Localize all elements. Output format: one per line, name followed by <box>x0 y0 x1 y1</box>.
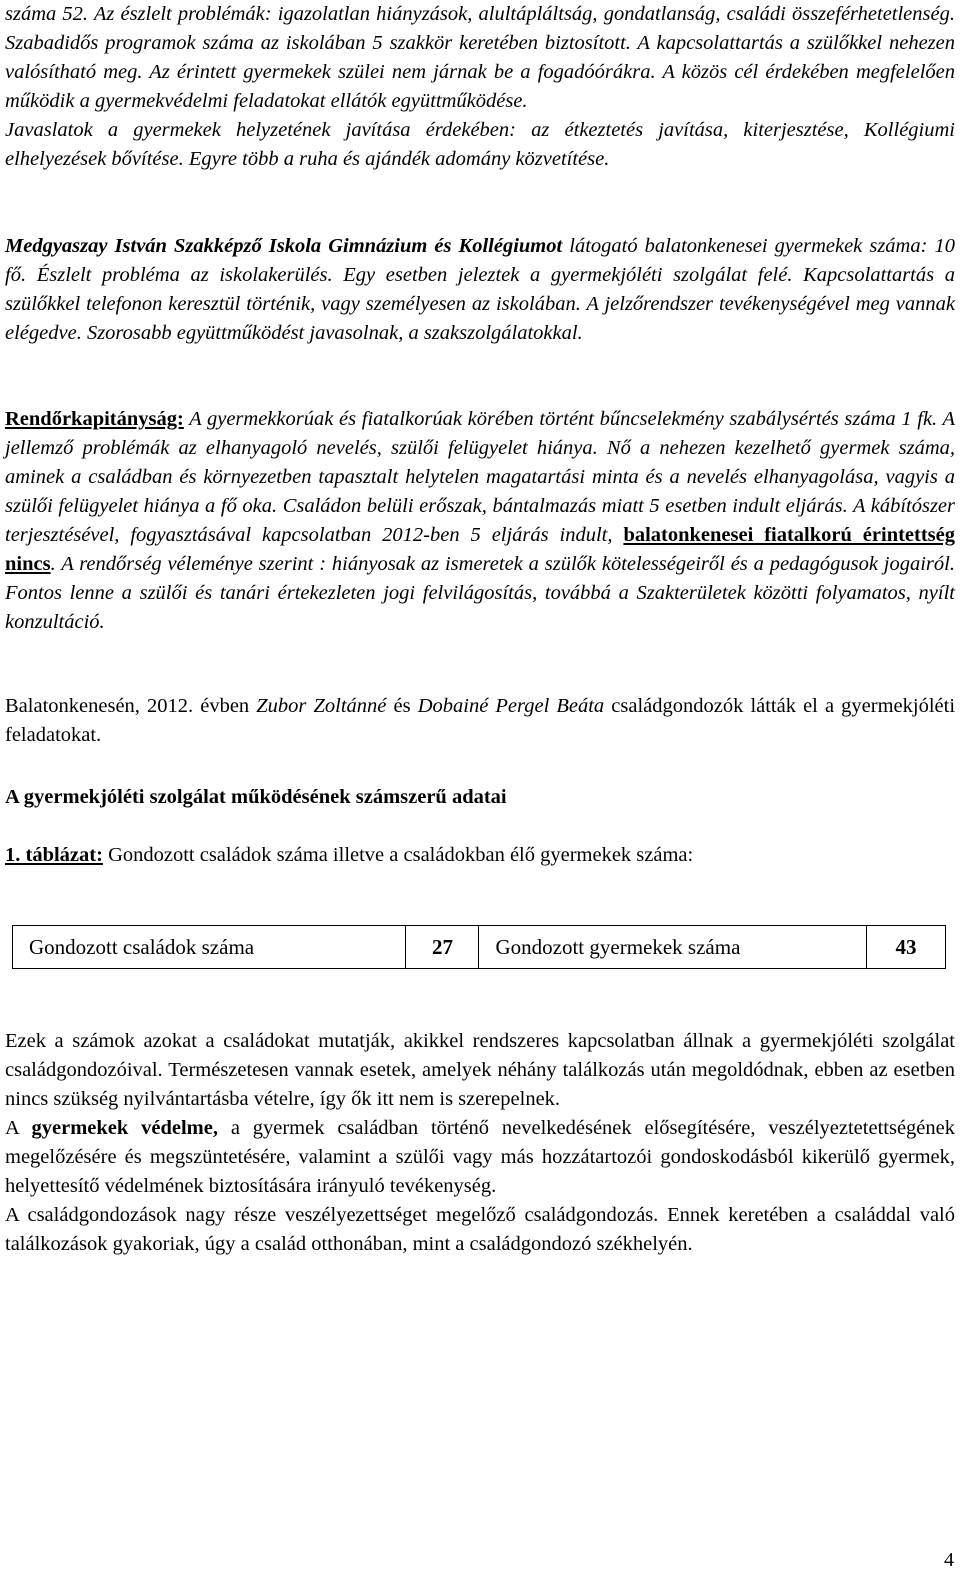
school-name: Medgyaszay István Szakképző Iskola Gimnázium és Kollégiumot <box>5 235 563 257</box>
caseworkers-text-1: Balatonkenesén, 2012. évben <box>5 695 257 717</box>
police-label: Rendőrkapitányság: <box>5 408 184 430</box>
medgyaszay-paragraph <box>5 232 955 348</box>
police-text-2: . A rendőrség véleménye szerint : hiányosak az ismeretek a szülők kötelességeiről és a pedagógusok jogairól. Fontos lenne a szülői és tanári értekezleten jogi felvilágosítás, továbbá a Szakterületek közötti folyamatos, nyílt konzultáció. <box>5 553 955 633</box>
police-highlight: balatonkenesei fiatalkorú érintettség nincs <box>5 524 956 575</box>
police-block <box>5 405 955 637</box>
table-caption-label: 1. táblázat: <box>5 844 103 866</box>
families-value-cell: 27 <box>406 926 479 969</box>
page-number: 4 <box>944 1549 954 1571</box>
police-paragraph <box>5 405 955 637</box>
child-protection-paragraph <box>5 1114 955 1201</box>
caseworkers-block <box>5 692 955 750</box>
children-label-cell: Gondozott gyermekek száma <box>479 926 866 969</box>
table-caption-text: Gondozott családok száma illetve a családokban élő gyermekek száma: <box>102 844 694 866</box>
table-caption <box>5 841 693 870</box>
caseworkers-text-3: családgondozók látták el a gyermekjóléti feladatokat. <box>5 695 956 746</box>
medgyaszay-school-block <box>5 232 955 348</box>
families-label-cell: Gondozott családok száma <box>13 926 406 969</box>
school-report-block <box>5 0 955 174</box>
section-heading: A gyermekjóléti szolgálat működésének számszerű adatai <box>5 786 507 808</box>
caseworkers-text-2: és <box>386 695 418 717</box>
caseworker-name-2: Dobainé Pergel Beáta <box>417 695 605 717</box>
caseworkers-paragraph <box>5 692 955 750</box>
table-row <box>13 926 946 969</box>
children-value-cell: 43 <box>866 926 945 969</box>
numbers-explanation-paragraph: Ezek a számok azokat a családokat mutatják, akikkel rendszeres kapcsolatban állnak a gyermekjóléti szolgálat családgondozóival. Természetesen vannak esetek, amelyek néhány találkozás után megoldódnak, ebben az esetben nincs szükség nyilvántartásba vételre, így ők itt nem is szerepelnek. <box>5 1030 955 1110</box>
police-text-1: A gyermekkorúak és fiatalkorúak körében történt bűncselekmény szabálysértés száma 1 fk. A jellemző problémák az elhanyagoló nevelés, szülői felügyelet hiánya. Nő a nehezen kezelhető gyermek száma, aminek a családban és környezetben tapasztalt helytelen magatartási minta és a nevelés elhanyagolása, vagyis a szülői felügyelet hiánya a fő oka. Családon belüli erőszak, bántalmazás miatt 5 esetben indult eljárás. A kábítószer terjesztésével, fogyasztásával kapcsolatban 2012-ben 5 eljárás indult, <box>5 408 955 546</box>
child-protection-text-2: a gyermek családban történő nevelkedésének elősegítésére, veszélyeztetettségének megelőzésére és megszüntetésére, valamint a szülői vagy más hozzátartozói gondoskodásból kikerülő gyermek, helyettesítő védelmének biztosítására irányuló tevékenység. <box>5 1117 955 1197</box>
school-problems-paragraph: száma 52. Az észlelt problémák: igazolatlan hiányzások, alultápláltság, gondatlanság, családi összeférhetetlenség. Szabadidős programok száma az iskolában 5 szakkör keretében biztosított. A kapcsolattartás a szülőkkel nehezen valósítható meg. Az érintett gyermekek szülei nem járnak be a fogadóórákra. A közös cél érdekében megfelelően működik a gyermekvédelmi feladatokat ellátók együttműködése. <box>5 3 955 112</box>
family-care-paragraph: A családgondozások nagy része veszélyezettséget megelőző családgondozás. Ennek keretében a családdal való találkozások gyakoriak, úgy a család otthonában, mint a családgondozó székhelyén. <box>5 1204 955 1255</box>
child-protection-text-1: A <box>5 1117 32 1139</box>
explanation-block <box>5 1027 955 1259</box>
caseworker-name-1: Zubor Zoltánné <box>256 695 387 717</box>
recommendations-paragraph: Javaslatok a gyermekek helyzetének javítása érdekében: az étkeztetés javítása, kiterjesztése, Kollégiumi elhelyezések bővítése. Egyre több a ruha és ajándék adomány közvetítése. <box>5 119 955 170</box>
medgyaszay-text: látogató balatonkenesei gyermekek száma: 10 fő. Észlelt probléma az iskolakerülés. Egy esetben jeleztek a gyermekjóléti szolgálat felé. Kapcsolattartás a szülőkkel telefonon keresztül történik, vagy személyesen az iskolában. A jelzőrendszer tevékenységével meg vannak elégedve. Szorosabb együttműködést javasolnak, a szakszolgálatokkal. <box>5 235 955 344</box>
child-protection-term: gyermekek védelme, <box>31 1117 218 1139</box>
families-table <box>12 925 946 969</box>
